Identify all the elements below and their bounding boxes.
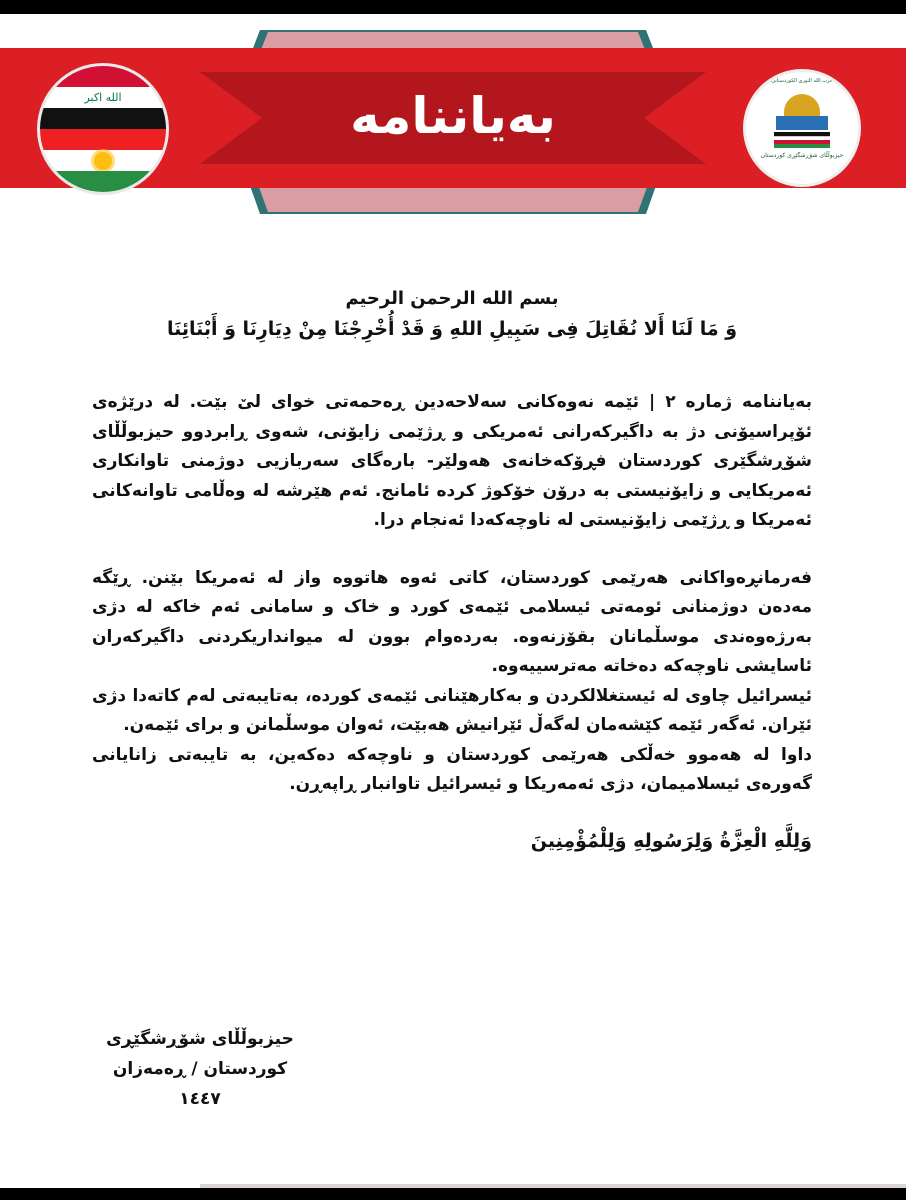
basmala: بسم الله الرحمن الرحيم <box>345 288 559 309</box>
sun-icon <box>94 152 112 170</box>
top-border <box>0 0 906 14</box>
paragraph-3: ئیسرائیل چاوی لە ئیستغلالکردن و بەکارهێنانی ئێمەی کوردە، بەتایبەتی لەم کاتەدا دژی ئێران. ئەگەر ئێمە کێشەمان لەگەڵ ئێرانیش هەبێت، ئەوان موسڵمانن و برای ئێمەن. <box>92 685 812 735</box>
party-logo-badge <box>746 72 858 184</box>
paragraph-2: فەرمانڕەواکانی هەرێمی کوردستان، کاتی ئەوە هاتووە واز لە ئەمریکا بێنن. ڕێگە مەدەن دوژمنانی ئومەتی ئیسلامی ئێمەی کورد و خاک و سامانی ئەم خاکە لە دژی بەرژەوەندی موسڵمانان بقۆزنەوە. بەردەوام بوون لە میوانداریکردنی داگیرکەران ئاسایشی ناوچەکە دەخاتە مەترسییەوە. <box>92 567 812 676</box>
signature-block <box>100 1024 300 1114</box>
bottom-border <box>0 1188 906 1200</box>
takbir-text: الله اكبر <box>84 91 122 104</box>
dome-icon <box>784 94 820 118</box>
logo-caption: حیزبوڵڵای شۆڕشگێڕی کوردستان <box>760 152 844 159</box>
statement-body <box>92 286 812 856</box>
iraq-flag-icon <box>40 66 166 129</box>
opening-verse: وَ مَا لَنَا أَلا نُقَاتِلَ فِى سَبِيلِ اللهِ وَ قَدْ أُخْرِجْنَا مِنْ دِيَارِنَا وَ أَبْنَائِنَا <box>166 318 738 340</box>
iraq-kurdistan-flag-badge <box>40 66 166 192</box>
kurdistan-flag-icon <box>40 129 166 192</box>
paragraph-1: بەیاننامە ژمارە ٢ | ئێمە نەوەکانی سەلاحەدین ڕەحمەتی خوای لێ بێت. لە درێژەی ئۆپراسیۆنی دژ بە داگیرکەرانی ئەمریکی و ڕژێمی زایۆنی، شەوی ڕابردوو حیزبوڵڵای شۆڕشگێری کوردستان فڕۆکەخانەی هەولێر- بارەگای سەربازیی دوژمنی تاوانکاری ئەمریکایی و زایۆنیستی بە درۆن خۆکوژ کردە ئامانج. ئەم هێرشە لە وەڵامی تاوانەکانی ئەمریکا و ڕژێمی زایۆنیستی لە ناوچەکەدا ئەنجام درا. <box>92 392 813 530</box>
mosque-icon <box>776 116 828 130</box>
logo-ring-text: حزب الله الثوري الكوردستاني <box>771 78 833 84</box>
closing-verse: وَلِلَّهِ الْعِزَّةُ وَلِرَسُولِهِ وَلِلْمُؤْمِنِينَ <box>530 829 812 852</box>
signature-line-1: حیزبوڵڵای شۆڕشگێڕی <box>106 1029 294 1049</box>
signature-line-2: کوردستان / ڕەمەزان <box>112 1059 288 1079</box>
banner-title: بەیاننامە <box>350 87 556 145</box>
paragraph-4: داوا لە هەموو خەڵکی هەرێمی کوردستان و ناوچەکە دەکەین، بە تایبەتی زانایانی گەورەی ئیسلامیمان، دژی ئەمەریکا و ئیسرائیل تاوانبار ڕاپەڕن. <box>92 744 812 794</box>
signature-date: ١٤٤٧ <box>179 1089 221 1109</box>
